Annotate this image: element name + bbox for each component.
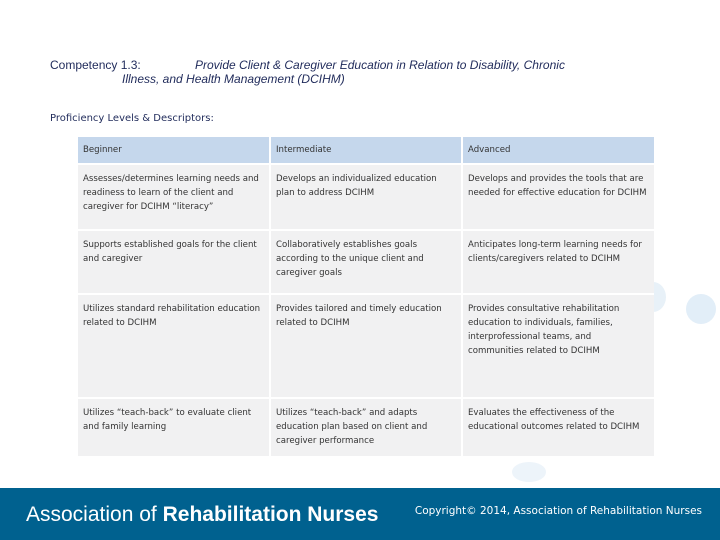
- table-cell: Provides consultative rehabilitation education to individuals, families, interprofessional teams, and communities related to DCIHM: [462, 294, 654, 398]
- section-title: Proficiency Levels & Descriptors:: [50, 113, 214, 124]
- competency-heading: [50, 58, 650, 86]
- table-cell: Evaluates the effectiveness of the educational outcomes related to DCIHM: [462, 398, 654, 456]
- table-row: [78, 164, 654, 230]
- watermark-circle: [512, 462, 546, 482]
- table-cell: Assesses/determines learning needs and readiness to learn of the client and caregiver for DCIHM “literacy”: [78, 164, 270, 230]
- arn-logo: [26, 503, 378, 527]
- competency-title-line2: Illness, and Health Management (DCIHM): [122, 72, 345, 86]
- table-row: [78, 398, 654, 456]
- table-cell: Develops an individualized education plan to address DCIHM: [270, 164, 462, 230]
- watermark-circle: [686, 294, 716, 324]
- header-advanced: Advanced: [462, 137, 654, 164]
- table-row: [78, 294, 654, 398]
- table-row: [78, 230, 654, 294]
- table-cell: Supports established goals for the client and caregiver: [78, 230, 270, 294]
- table-cell: Collaboratively establishes goals according to the unique client and caregiver goals: [270, 230, 462, 294]
- table-cell: Utilizes “teach-back” and adapts education plan based on client and caregiver performance: [270, 398, 462, 456]
- copyright-text: Copyright© 2014, Association of Rehabilitation Nurses: [414, 505, 702, 517]
- proficiency-table: [78, 137, 654, 456]
- table-cell: Utilizes standard rehabilitation education related to DCIHM: [78, 294, 270, 398]
- table-cell: Utilizes “teach-back” to evaluate client and family learning: [78, 398, 270, 456]
- table-header-row: [78, 137, 654, 164]
- header-intermediate: Intermediate: [270, 137, 462, 164]
- header-beginner: Beginner: [78, 137, 270, 164]
- table-cell: Provides tailored and timely education related to DCIHM: [270, 294, 462, 398]
- logo-bold: Rehabilitation Nurses: [162, 503, 379, 526]
- competency-title-line1: Provide Client & Caregiver Education in Relation to Disability, Chronic: [195, 58, 565, 72]
- footer-bar: [0, 488, 720, 540]
- table-cell: Anticipates long-term learning needs for clients/caregivers related to DCIHM: [462, 230, 654, 294]
- competency-label: Competency 1.3:: [50, 58, 141, 72]
- table-cell: Develops and provides the tools that are needed for effective education for DCIHM: [462, 164, 654, 230]
- logo-prefix: Association of: [26, 503, 157, 526]
